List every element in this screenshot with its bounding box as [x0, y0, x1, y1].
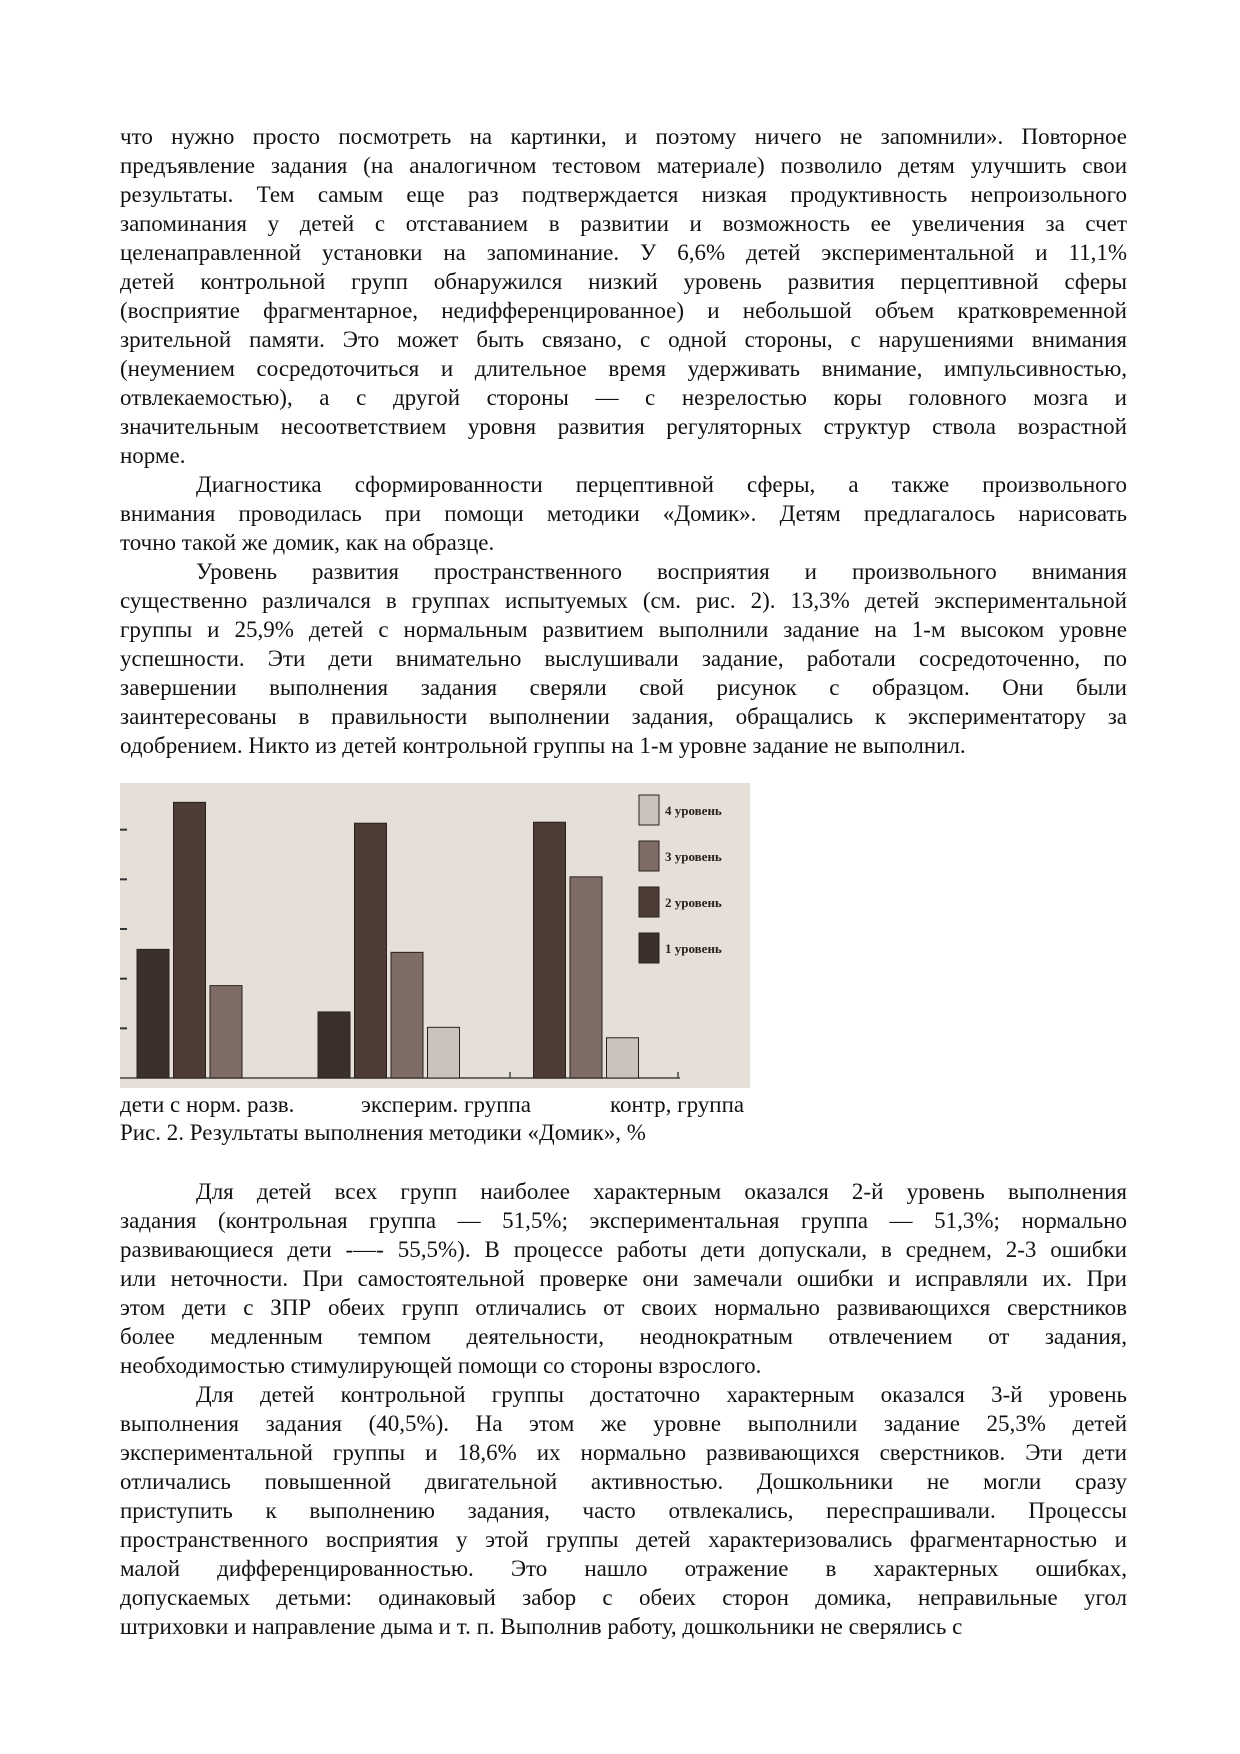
legend-swatch — [639, 795, 659, 825]
figure-caption: Рис. 2. Результаты выполнения методики «Домик», % — [120, 1120, 646, 1145]
x-label-exp: эксперим. группа — [361, 1092, 532, 1117]
legend-swatch — [639, 841, 659, 871]
text-line: существенно различался в группах испытуемых (см. рис. 2). 13,3% детей экспериментальной — [120, 588, 1127, 613]
x-label-norm: дети с норм. разв. — [120, 1092, 295, 1117]
text-line: что нужно просто посмотреть на картинки, и поэтому ничего не запомнили». Повторное — [120, 124, 1127, 149]
paragraph — [120, 1380, 1127, 1641]
bar-1-уровень-0 — [137, 949, 169, 1078]
text-line: заинтересованы в правильности выполнении задания, обращались к экспериментатору за — [120, 704, 1127, 729]
text-line: точно такой же домик, как на образце. — [120, 530, 495, 555]
paragraph — [120, 1177, 1127, 1380]
text-line: этом дети с ЗПР обеих групп отличались от своих нормально развивающихся сверстников — [120, 1295, 1127, 1320]
text-line: экспериментальной группы и 18,6% их нормально развивающихся сверстников. Эти дети — [120, 1440, 1127, 1465]
legend-swatch — [639, 933, 659, 963]
legend-label: 3 уровень — [665, 849, 722, 864]
paragraph — [120, 122, 1127, 470]
bar-3-уровень-2 — [570, 877, 602, 1078]
legend-swatch — [639, 887, 659, 917]
bar-2-уровень-1 — [355, 823, 387, 1078]
text-line: выполнения задания (40,5%). На этом же уровне выполнили задание 25,3% детей — [120, 1411, 1127, 1436]
text-line: успешности. Эти дети внимательно выслушивали задание, работали сосредоточенно, по — [120, 646, 1127, 671]
text-line: более медленным темпом деятельности, неоднократным отвлечением от задания, — [120, 1324, 1127, 1349]
bar-4-уровень-2 — [607, 1038, 639, 1078]
bar-3-уровень-1 — [391, 952, 423, 1078]
text-line: значительным несоответствием уровня развития регуляторных структур ствола возрастной — [120, 414, 1127, 439]
text-line: Для детей контрольной группы достаточно характерным оказался 3-й уровень — [196, 1382, 1127, 1407]
text-line: одобрением. Никто из детей контрольной группы на 1-м уровне задание не выполнил. — [120, 733, 966, 758]
text-line: приступить к выполнению задания, часто отвлекались, переспрашивали. Процессы — [120, 1498, 1127, 1523]
text-line: штриховки и направление дыма и т. п. Выполнив работу, дошкольники не сверялись с — [120, 1614, 963, 1639]
legend-label: 1 уровень — [665, 941, 722, 956]
text-line: норме. — [120, 443, 186, 468]
paragraph — [120, 557, 1127, 760]
body-text-bottom — [120, 1177, 1127, 1641]
text-line: задания (контрольная группа — 51,5%; экспериментальная группа — 51,3%; нормально — [120, 1208, 1127, 1233]
text-line: Для детей всех групп наиболее характерным оказался 2-й уровень выполнения — [196, 1179, 1127, 1204]
body-text-top — [120, 122, 1127, 760]
bar-4-уровень-1 — [428, 1027, 460, 1078]
text-line: завершении выполнения задания сверяли свой рисунок с образцом. Они были — [120, 675, 1127, 700]
legend-label: 2 уровень — [665, 895, 722, 910]
text-line: группы и 25,9% детей с нормальным развитием выполнили задание на 1-м высоком уровне — [120, 617, 1127, 642]
bar-1-уровень-1 — [318, 1012, 350, 1078]
text-line: пространственного восприятия у этой группы детей характеризовались фрагментарностью и — [120, 1527, 1127, 1552]
text-line: предъявление задания (на аналогичном тестовом материале) позволило детям улучшить свои — [120, 153, 1127, 178]
bar-2-уровень-2 — [534, 822, 566, 1078]
text-line: малой дифференцированностью. Это нашло отражение в характерных ошибках, — [120, 1556, 1127, 1581]
legend-label: 4 уровень — [665, 803, 722, 818]
text-line: необходимостью стимулирующей помощи со стороны взрослого. — [120, 1353, 762, 1378]
text-line: отличались повышенной двигательной активностью. Дошкольники не могли сразу — [120, 1469, 1127, 1494]
text-line: целенаправленной установки на запоминание. У 6,6% детей экспериментальной и 11,1% — [120, 240, 1127, 265]
text-line: или неточности. При самостоятельной проверке они замечали ошибки и исправляли их. При — [120, 1266, 1127, 1291]
text-line: Уровень развития пространственного восприятия и произвольного внимания — [196, 559, 1127, 584]
text-line: отвлекаемостью), а с другой стороны — с незрелостью коры головного мозга и — [120, 385, 1127, 410]
text-line: результаты. Тем самым еще раз подтверждается низкая продуктивность непроизольного — [120, 182, 1127, 207]
paragraph — [120, 470, 1127, 557]
text-line: (восприятие фрагментарное, недифференцированное) и небольшой объем кратковременной — [120, 298, 1127, 323]
text-line: Диагностика сформированности перцептивной сферы, а также произвольного — [196, 472, 1127, 497]
text-line: зрительной памяти. Это может быть связано, с одной стороны, с нарушениями внимания — [120, 327, 1127, 352]
text-line: запоминания у детей с отставанием в развитии и возможность ее увеличения за счет — [120, 211, 1127, 236]
text-line: развивающиеся дети -—- 55,5%). В процессе работы дети допускали, в среднем, 2-3 ошибки — [120, 1237, 1127, 1262]
text-line: допускаемых детьми: одинаковый забор с обеих сторон домика, неправильные угол — [120, 1585, 1127, 1610]
bar-3-уровень-0 — [210, 986, 242, 1078]
text-line: детей контрольной групп обнаружился низкий уровень развития перцептивной сферы — [120, 269, 1127, 294]
text-line: внимания проводилась при помощи методики «Домик». Детям предлагалось нарисовать — [120, 501, 1127, 526]
bar-2-уровень-0 — [174, 802, 206, 1078]
text-line: (неумением сосредоточиться и длительное время удерживать внимание, импульсивностью, — [120, 356, 1127, 381]
bar-chart-domik-results — [120, 783, 750, 1088]
x-label-contr: контр, группа — [610, 1092, 745, 1117]
